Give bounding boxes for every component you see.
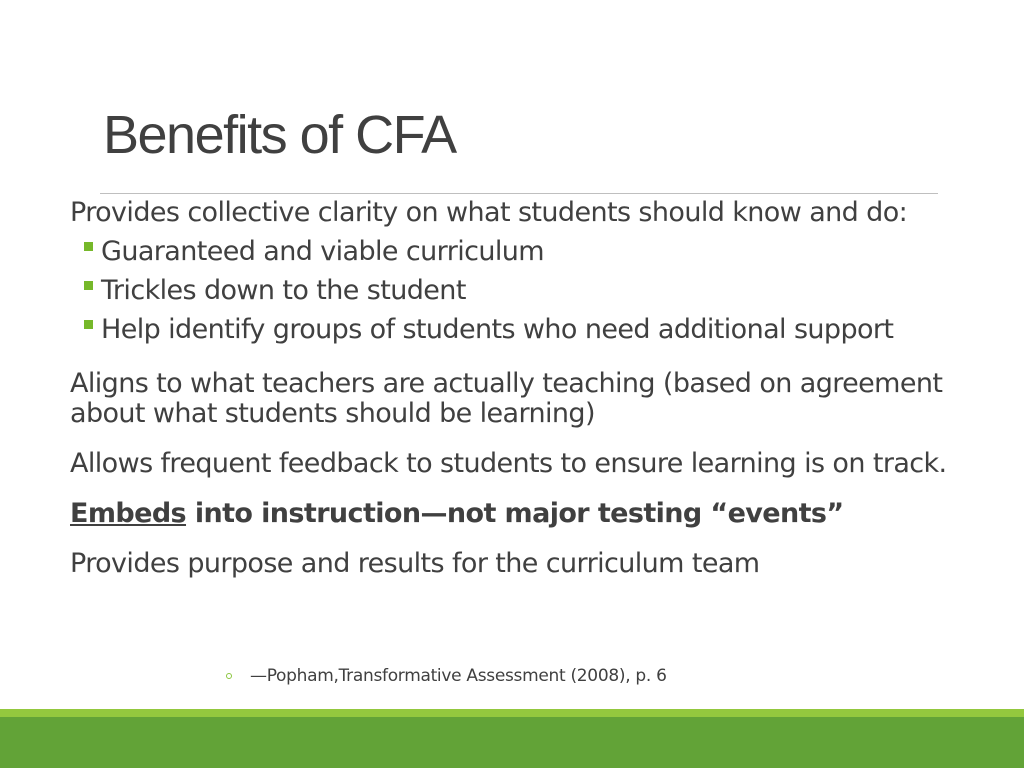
square-bullet-icon — [84, 281, 93, 290]
sub-point — [84, 232, 1000, 271]
title-divider — [100, 193, 938, 194]
citation — [226, 666, 667, 686]
slide-title: Benefits of CFA — [103, 105, 456, 165]
embeds-rest: into instruction—not major testing “events” — [186, 498, 844, 529]
citation-text: —Popham,Transformative Assessment (2008), p. 6 — [250, 666, 667, 686]
square-bullet-icon — [84, 242, 93, 251]
sub-point-text: Trickles down to the student — [101, 275, 466, 306]
embeds-underlined: Embeds — [70, 498, 187, 529]
point-feedback: Allows frequent feedback to students to ensure learning is on track. — [70, 448, 947, 479]
slide-body — [70, 198, 1000, 579]
point-aligns: Aligns to what teachers are actually teaching (based on agreement about what students should be learning) — [70, 368, 943, 429]
sub-point-text: Help identify groups of students who need additional support — [101, 314, 894, 345]
circle-bullet-icon — [226, 673, 232, 679]
square-bullet-icon — [84, 320, 93, 329]
footer-band-dark — [0, 717, 1024, 768]
point-purpose: Provides purpose and results for the curriculum team — [70, 548, 760, 579]
sub-point-text: Guaranteed and viable curriculum — [101, 236, 544, 267]
point-embeds — [70, 499, 1000, 529]
sub-point — [84, 271, 1000, 310]
footer-band-light — [0, 709, 1024, 717]
point-clarity: Provides collective clarity on what students should know and do: — [70, 197, 908, 228]
sub-point-list — [84, 232, 1000, 349]
sub-point — [84, 310, 1000, 349]
